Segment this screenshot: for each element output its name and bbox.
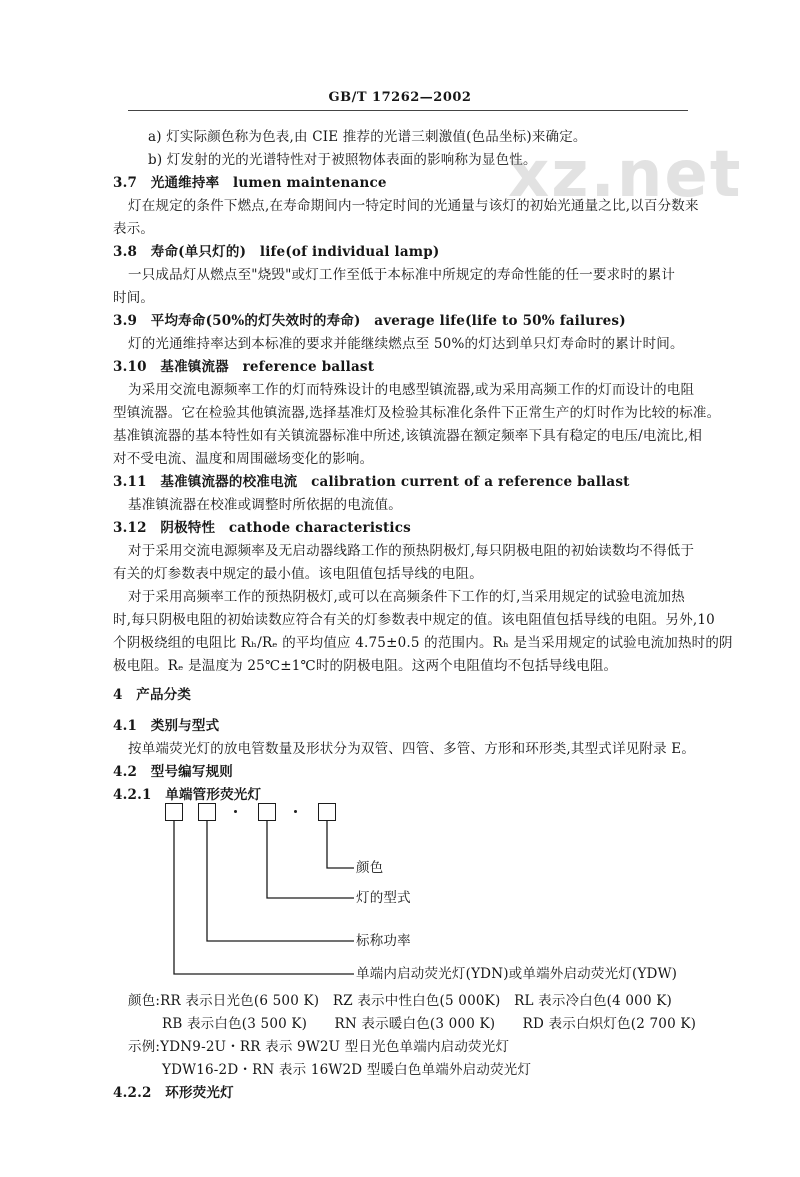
paragraph-3-10-line3: 基准镇流器的基本特性如有关镇流器标准中所述,该镇流器在额定频率下具有稳定的电压/电流比,相 [113, 428, 703, 444]
heading-3-7: 3.7 光通维持率 lumen maintenance [113, 175, 387, 191]
clause-3-6-a: a) 灯实际颜色称为色表,由 CIE 推荐的光谱三刺激值(色品坐标)来确定。 [148, 129, 587, 145]
paragraph-3-8-line2: 时间。 [113, 290, 155, 306]
paragraph-3-12-line2: 有关的灯参数表中规定的最小值。该电阻值包括导线的电阻。 [113, 566, 483, 582]
clause-3-6-b: b) 灯发射的光的光谱特性对于被照物体表面的影响称为显色性。 [148, 152, 537, 168]
color-codes-line1: 颜色:RR 表示日光色(6 500 K) RZ 表示中性白色(5 000K) RL 表示冷白色(4 000 K) [128, 993, 673, 1009]
heading-3-12: 3.12 阴极特性 cathode characteristics [113, 520, 411, 536]
paragraph-3-12-line6: 极电阻。Rₑ 是温度为 25℃±1℃时的阴极电阻。这两个电阻值均不包括导线电阻。 [113, 658, 618, 674]
header-std-number: GB/T 17262—2002 [328, 90, 472, 105]
paragraph-3-7-line2: 表示。 [113, 221, 155, 237]
diagram-label-wattage: 标称功率 [356, 933, 411, 949]
diagram-label-lamp-form: 灯的型式 [356, 890, 411, 906]
paragraph-3-10-line4: 对不受电流、温度和周围磁场变化的影响。 [113, 451, 374, 467]
heading-3-11: 3.11 基准镇流器的校准电流 calibration current of a reference ballast [113, 474, 630, 490]
paragraph-3-12-line3: 对于采用高频率工作的预热阴极灯,或可以在高频条件下工作的灯,当采用规定的试验电流加热 [128, 589, 685, 605]
paragraph-3-12-line5: 个阴极绕组的电阻比 Rₕ/Rₑ 的平均值应 4.75±0.5 的范围内。Rₕ 是当采用规定的试验电流加热时的阴 [113, 635, 733, 651]
color-codes-line2: RB 表示白色(3 500 K) RN 表示暖白色(3 000 K) RD 表示白炽灯色(2 700 K) [162, 1016, 697, 1032]
example-line1: 示例:YDN9-2U・RR 表示 9W2U 型日光色单端内启动荧光灯 [128, 1039, 510, 1055]
paragraph-3-12-line1: 对于采用交流电源频率及无启动器线路工作的预热阴极灯,每只阴极电阻的初始读数均不得低于 [128, 543, 695, 559]
diagram-label-lamp-type: 单端内启动荧光灯(YDN)或单端外启动荧光灯(YDW) [356, 966, 678, 982]
paragraph-3-10-line2: 型镇流器。它在检验其他镇流器,选择基准灯及检验其标准化条件下正常生产的灯时作为比较的标准。 [113, 405, 721, 421]
example-line2: YDW16-2D・RN 表示 16W2D 型暖白色单端外启动荧光灯 [162, 1062, 532, 1078]
heading-4-2-1: 4.2.1 单端管形荧光灯 [113, 787, 262, 803]
heading-3-8: 3.8 寿命(单只灯的) life(of individual lamp) [113, 244, 440, 260]
heading-4-2-2: 4.2.2 环形荧光灯 [113, 1085, 234, 1101]
heading-4-2: 4.2 型号编写规则 [113, 764, 233, 780]
paragraph-3-10-line1: 为采用交流电源频率工作的灯而特殊设计的电感型镇流器,或为采用高频工作的灯而设计的电阻 [128, 382, 695, 398]
watermark: xz.net [508, 138, 743, 212]
heading-3-9: 3.9 平均寿命(50%的灯失效时的寿命) average life(life to 50% failures) [113, 313, 626, 329]
paragraph-3-7-line1: 灯在规定的条件下燃点,在寿命期间内一特定时间的光通量与该灯的初始光通量之比,以百分数来 [128, 198, 699, 214]
paragraph-3-12-line4: 时,每只阴极电阻的初始读数应符合有关的灯参数表中规定的值。该电阻值包括导线的电阻。另外,10 [113, 612, 715, 628]
heading-4: 4 产品分类 [113, 687, 192, 703]
heading-3-10: 3.10 基准镇流器 reference ballast [113, 359, 375, 375]
diagram-label-color: 颜色 [356, 860, 384, 876]
paragraph-4-1: 按单端荧光灯的放电管数量及形状分为双管、四管、多管、方形和环形类,其型式详见附录 E。 [128, 741, 696, 757]
heading-4-1: 4.1 类别与型式 [113, 718, 220, 734]
paragraph-3-8-line1: 一只成品灯从燃点至"烧毁"或灯工作至低于本标准中所规定的寿命性能的任一要求时的累计 [128, 267, 676, 283]
paragraph-3-11: 基准镇流器在校准或调整时所依据的电流值。 [128, 497, 402, 513]
paragraph-3-9: 灯的光通维持率达到本标准的要求并能继续燃点至 50%的灯达到单只灯寿命时的累计时间。 [128, 336, 684, 352]
